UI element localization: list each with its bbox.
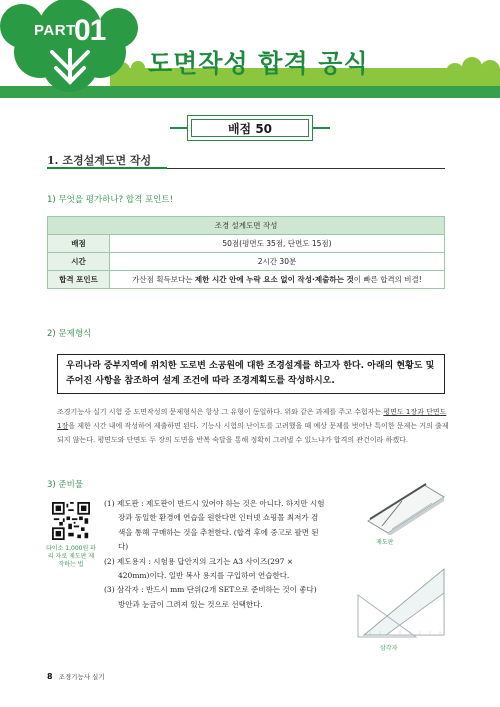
table-value: 50점(평면도 35점, 단면도 15점): [110, 235, 445, 253]
table-row: [48, 253, 445, 271]
list-item: (2) 제도용지 : 시험용 답안지의 크기는 A3 사이즈(297 ×: [104, 556, 294, 566]
drafting-board-image: [362, 481, 446, 535]
subheading-evaluation: 1) 무엇을 평가하나? 합격 포인트!: [47, 195, 173, 205]
score-badge: [187, 115, 313, 141]
list-item-cont: 색을 통해 구매하는 것을 추천한다. (합격 후에 중고로 팔면 된: [118, 527, 319, 537]
section-rule-accent: [47, 167, 167, 169]
evaluation-table: [47, 216, 445, 289]
table-key: 합격 포인트: [48, 271, 110, 289]
part-number: 01: [74, 14, 106, 47]
list-item: (1) 제도판 : 제도판이 반드시 있어야 하는 것은 아니다. 하지만 시험: [104, 499, 325, 508]
triangle-ruler-image: [356, 565, 452, 641]
list-item-cont: 다): [118, 542, 129, 552]
caption-board: 제도판: [376, 539, 394, 546]
score-label: 배점 50: [227, 122, 273, 136]
book-title: 조경기능사 실기: [58, 673, 105, 681]
list-item-cont: 방안과 눈금이 그려져 있는 것으로 선택한다.: [118, 599, 263, 609]
table-row: [48, 235, 445, 253]
list-item-cont: 장과 동일한 환경에 연습을 원한다면 인터넷 쇼핑몰 최저가 검: [118, 513, 319, 523]
table-value: 2시간 30분: [110, 253, 445, 271]
table-key: 시간: [48, 253, 110, 271]
qr-code-icon[interactable]: [52, 502, 90, 540]
table-header-row: [48, 217, 445, 235]
table-value: [110, 271, 445, 289]
list-item-cont: 420mm)이다. 일반 복사 용지를 구입하여 연습한다.: [118, 571, 290, 581]
score-line-left: [170, 127, 187, 129]
tip-prefix: 가산점 획득보다는: [132, 275, 195, 284]
page-title: 도면작성 합격 공식: [148, 49, 369, 78]
format-paragraph: [57, 405, 449, 447]
table-key: 배점: [48, 235, 110, 253]
materials-list: [104, 497, 366, 612]
chapter-header: [0, 0, 500, 100]
caption-triangle: 삼각자: [380, 645, 398, 652]
question-box: 우리나라 중부지역에 위치한 도로변 소공원에 대한 조경설계를 하고자 한다. 아래의 현황도 및 주어진 사항을 참조하여 설계 조건에 따라 조경계획도를 작성하시오.: [57, 354, 445, 394]
qr-caption: 다이소 1,000원 파리 자로 제도판 제작하는 법: [46, 545, 96, 568]
para-emphasis: 평면도 1장과 단면도 1장: [57, 408, 447, 430]
subheading-materials: 3) 준비물: [47, 480, 84, 490]
tip-suffix: 이 빠른 합격의 비결!: [353, 275, 422, 284]
page-number: 8: [47, 672, 53, 681]
section-heading: 1. 조경설계도면 작성: [47, 154, 152, 167]
list-item: (3) 삼각자 : 반드시 mm 단위(2개 SET으로 준비하는 것이 좋다): [104, 585, 317, 595]
table-row: [48, 271, 445, 289]
para-text: 조경기능사 실기 시험 중 도면작성의 문제형식은 항상 그 유형이 동일하다. 위와 같은 과제를 주고 수험자는: [57, 408, 384, 416]
table-title: 조경 설계도면 작성: [48, 217, 445, 235]
part-label: PART: [34, 22, 76, 39]
score-line-right: [313, 127, 330, 129]
tip-bold: 제한 시간 안에 누락 요소 없이 작성·제출하는 것: [194, 275, 354, 284]
page-footer: [47, 672, 105, 681]
para-text: 을 제한 시간 내에 작성하여 제출하면 된다. 기능사 시험의 난이도를 고려했을 때 예상 문제를 벗어난 특이한 문제는 거의 출제되지 않는다. 평면도와 단면도 두 장의 도면을 반복 숙달을 통해 정확히 그려낼 수 있느냐가 합격의 관건이라 하겠다.: [57, 422, 449, 444]
subheading-format: 2) 문제형식: [47, 329, 92, 339]
